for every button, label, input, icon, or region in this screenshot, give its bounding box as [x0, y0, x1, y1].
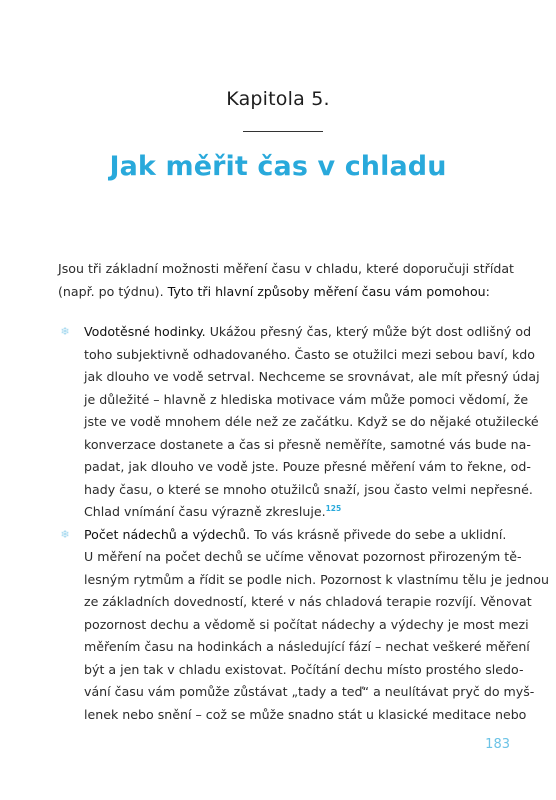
list-item-heading: Počet nádechů a výdechů.: [84, 526, 251, 542]
list-item-text: To vás krásně přivede do sebe a uklidní.: [250, 526, 507, 542]
list-item-line: lenek nebo snění – což se může snadno stát u klasické meditace nebo: [84, 706, 527, 722]
list-item-line: být a jen tak v chladu existovat. Počítání dechu místo prostého sledo-: [84, 661, 524, 677]
list-item: [58, 524, 549, 727]
list-item-line: [84, 501, 504, 524]
list-item-line: je důležité – hlavně z hlediska motivace vám může pomoci vědomí, že: [84, 391, 529, 407]
intro-paragraph: [58, 258, 514, 303]
list-item-line: pozornost dechu a vědomě si počítat nádechy a výdechy je most mezi: [84, 616, 529, 632]
list-item-line: U měření na počet dechů se učíme věnovat pozornost přirozeným tě-: [84, 549, 522, 564]
list-item-line: ze základních dovedností, které v nás chladová terapie rozvíjí. Věnovat: [84, 594, 532, 609]
list-item-line: jste ve vodě mnohem déle než ze začátku. Když se do nějaké otužilecké: [84, 414, 539, 429]
list-item-line: hady času, o které se mnoho otužilců snaží, jsou často velmi nepřesné.: [84, 481, 533, 497]
snowflake-icon: ❄: [60, 325, 70, 338]
intro-line-2: [58, 281, 504, 304]
intro-emphasis: Tyto tři hlavní způsoby měření času vám pomohou:: [167, 283, 490, 299]
list-item-line: padat, jak dlouho ve vodě jste. Pouze přesné měření vám to řekne, od-: [84, 459, 531, 474]
list-item: [58, 321, 540, 524]
chapter-label: Kapitola 5.: [226, 88, 330, 110]
page-number: 183: [485, 737, 510, 752]
list-item-line: vání času vám pomůže zůstávat „tady a teď“ a neulítávat pryč do myš-: [84, 684, 535, 699]
list-item-line: konverzace dostanete a čas si přesně neměříte, samotné vás bude na-: [84, 436, 531, 452]
list-item-line: toho subjektivně odhadovaného. Často se otužilci mezi sebou baví, kdo: [84, 346, 535, 362]
list-item-line: [84, 321, 532, 344]
list-item-line: lesným rytmům a řídit se podle nich. Pozornost k vlastnímu tělu je jednou: [84, 571, 549, 587]
list-item-heading: Vodotěsné hodinky.: [84, 324, 206, 339]
list-item-line: měřením času na hodinkách a následující fází – nechat veškeré měření: [84, 639, 530, 654]
footnote-ref[interactable]: 125: [325, 504, 342, 513]
list-item-text: Ukážou přesný čas, který může být dost odlišný od: [205, 324, 532, 339]
intro-note: (např. po týdnu).: [58, 283, 164, 299]
list-item-line: jak dlouho ve vodě setrval. Nechceme se srovnávat, ale mít přesný údaj: [84, 369, 540, 384]
methods-list: [58, 321, 549, 726]
chapter-divider: [243, 131, 323, 132]
list-item-text: Chlad vnímání času výrazně zkresluje.: [84, 504, 326, 519]
list-item-line: [84, 524, 507, 547]
snowflake-icon: ❄: [60, 527, 70, 541]
intro-line-1: Jsou tři základní možnosti měření času v chladu, které doporučuji střídat: [58, 261, 514, 276]
chapter-title: Jak měřit čas v chladu: [109, 151, 447, 182]
